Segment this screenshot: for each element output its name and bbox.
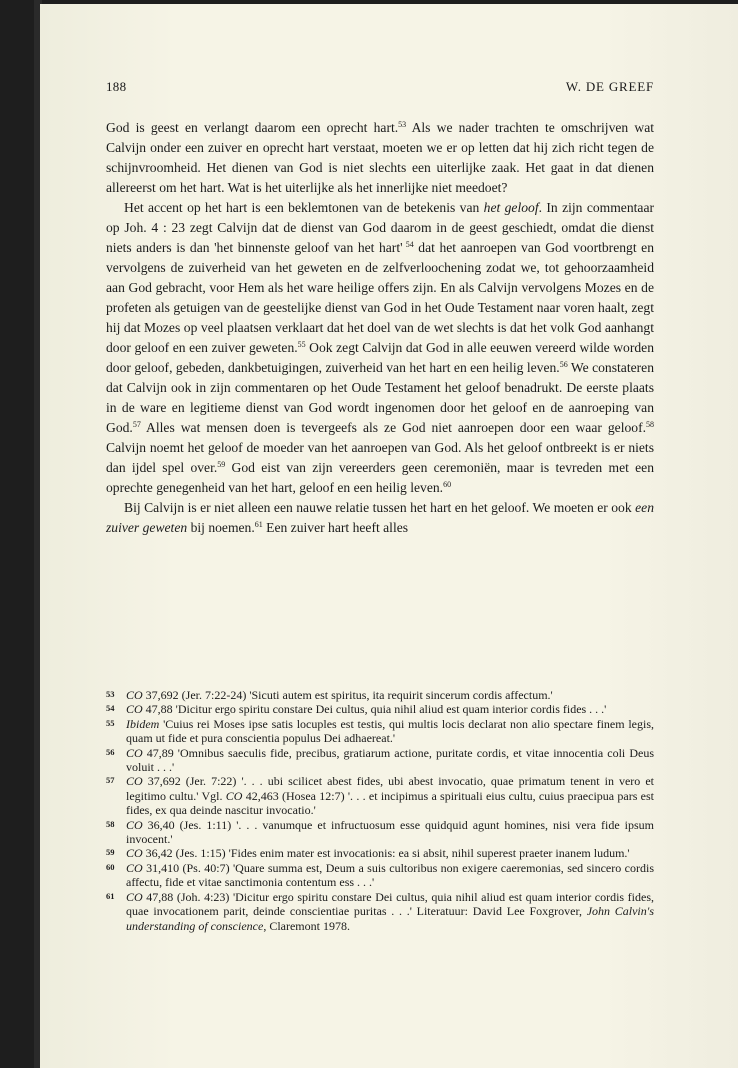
footnote-text (126, 890, 654, 933)
footnote-number: 61 (106, 890, 115, 901)
footnote-ref: 54 (402, 240, 414, 249)
text-run: 47,88 'Dicitur ergo spiritu constare Dei cultus, quia nihil aliud est quam interior cordis fides . . .' (142, 702, 607, 717)
footnote (106, 702, 654, 716)
footnote (106, 746, 654, 775)
footnote-ref: 53 (398, 120, 407, 129)
footnote-text (126, 688, 553, 702)
text-run: 36,42 (Jes. 1:15) 'Fides enim mater est invocationis: ea si absit, nihil superest praeter inanem ludum.' (142, 846, 630, 861)
footnote (106, 688, 654, 702)
text-run: 47,88 (Joh. 4:23) 'Dicitur ergo spiritu constare Dei cultus, quia nihil aliud est quam interior cordis fides, quae invocationem parit, deinde conscientiae puritas . . .' Literatuur: David Lee Foxgrover, (126, 889, 654, 919)
text-run: 31,410 (Ps. 40:7) 'Quare summa est, Deum a suis cultoribus non exigere caeremonias, sed sincero cordis affectu, fide et vitae sanctimonia contentum ess . . .' (126, 860, 654, 890)
text-run: Ook zegt Calvijn dat God in alle eeuwen vereerd wilde worden door geloof, gebeden, dankbetuigingen, zuiverheid van het hart en een heilig leven. (106, 340, 655, 375)
text-run: bij noemen. (187, 520, 255, 535)
text-run: Een zuiver hart heeft alles (262, 520, 409, 535)
text-run: 47,89 'Omnibus saeculis fide, precibus, gratiarum actione, puritate cordis, et vitae innocentia coli Deus voluit . . .' (126, 745, 654, 775)
text-run: 37,692 (Jer. 7:22-24) 'Sicuti autem est spiritus, ita requirit sincerum cordis affectum.' (142, 688, 553, 702)
footnote-ref: 60 (443, 480, 452, 489)
footnote (106, 717, 654, 746)
footnote-text (126, 818, 654, 846)
footnote-text (126, 846, 630, 860)
italic-text: CO (225, 788, 243, 803)
footnote-ref: 59 (217, 460, 226, 469)
text-run: Het accent op het hart is een beklemtonen van de betekenis van (124, 200, 484, 215)
italic-text: Ibidem (126, 716, 160, 731)
italic-text: CO (126, 702, 143, 717)
footnote-ref: 55 (297, 340, 306, 349)
footnote-number: 53 (106, 689, 115, 699)
text-run: Alles wat mensen doen is tevergeefs als ze God niet aanroepen door een waar geloof. (140, 420, 646, 435)
italic-text: John Calvin's understanding of conscience (126, 904, 654, 933)
footnote (106, 774, 654, 817)
body-text (106, 118, 654, 538)
footnote-number: 58 (106, 818, 115, 829)
italic-text: CO (126, 817, 143, 832)
text-run: . In zijn commentaar op Joh. 4 : 23 zegt Calvijn dat de dienst van God daarom in de geest geschiedt, omdat die dienst niets anders is dan 'het binnenste geloof van het hart' (106, 200, 654, 255)
footnote-number: 57 (106, 775, 115, 786)
footnote (106, 890, 654, 933)
italic-text: CO (126, 774, 143, 789)
footnote (106, 846, 654, 860)
footnote-text (126, 717, 654, 745)
italic-text: CO (126, 860, 143, 875)
footnote-number: 60 (106, 861, 115, 872)
italic-text: CO (126, 889, 143, 904)
italic-text: een zuiver geweten (106, 500, 654, 535)
text-run: 36,40 (Jes. 1:11) '. . . vanumque et infructuosum esse quidquid agunt homines, nisi vera fide ipsum invocent.' (126, 817, 654, 847)
footnotes (106, 688, 654, 933)
italic-text: het geloof (483, 200, 539, 215)
italic-text: CO (126, 745, 143, 760)
text-run: God is geest en verlangt daarom een oprecht hart. (106, 120, 399, 135)
text-run: 37,692 (Jer. 7:22) '. . . ubi scilicet abest fides, ubi abest invocatio, quae primatum tenent in vero et legitimo cultu.' Vgl. (126, 774, 654, 803)
footnote-text (126, 702, 606, 716)
text-run: Als we nader trachten te omschrijven wat Calvijn onder een zuiver en oprecht hart verstaat, moeten we er op letten dat hij zich richt tegen de schijnvroomheid. Het dienen van God is niet slechts een uiterlijke zaak. Het gaat in dat dienen allereerst om het hart. Wat is het uiterlijke als het innerlijke niet meedoet? (106, 120, 655, 195)
footnote-number: 55 (106, 717, 115, 728)
footnote-number: 59 (106, 847, 115, 858)
text-run: 'Cuius rei Moses ipse satis locuples est testis, qui multis locis declarat non alio spectare finem legis, quam ut fide et pura conscientia populus Dei adhaereat.' (126, 716, 654, 746)
paragraph (106, 118, 654, 198)
text-run: Calvijn noemt het geloof de moeder van het aanroepen van God. Als het geloof ontbreekt is er niets dan ijdel spel over. (106, 440, 654, 475)
text-run: 42,463 (Hosea 12:7) '. . . et incipimus a spirituali eius cultu, cuius praecipua pars est fides, ex qua deinde nascitur invocatio.' (126, 788, 654, 818)
footnote-number: 56 (106, 746, 115, 757)
text-run: We constateren dat Calvijn ook in zijn commentaren op het Oude Testament het geloof benadrukt. De eerste plaats in de ware en legitieme dienst van God wordt ingenomen door het geloof en de aanroeping van God. (106, 360, 654, 435)
footnote-text (126, 774, 654, 817)
footnote-text (126, 861, 654, 889)
footnote (106, 818, 654, 847)
italic-text: CO (126, 846, 143, 861)
italic-text: CO (126, 688, 143, 702)
footnote (106, 861, 654, 890)
footnote-ref: 57 (132, 420, 141, 429)
text-run: Bij Calvijn is er niet alleen een nauwe relatie tussen het hart en het geloof. We moeten er ook (124, 500, 636, 515)
text-run: dat het aanroepen van God voortbrengt en vervolgens de zuiverheid van het geweten en de zelfverloochening zodat we, tot gehoorzaamheid aan God gebracht, voor Hem als het ware heilige offers zijn. En als Calvijn vervolgens Mozes en de profeten als getuigen van de geestelijke dienst van God in het Oude Testament naar voren haalt, zegt hij dat Mozes op veel plaatsen verklaart dat het doel van de wet slechts is dat het volk God aanhangt door geloof en een zuiver geweten. (106, 240, 655, 355)
text-run: , Claremont 1978. (263, 918, 350, 933)
footnote-ref: 61 (254, 520, 263, 529)
paragraph (106, 198, 654, 498)
running-author: W. DE GREEF (565, 79, 654, 94)
footnote-text (126, 746, 654, 774)
footnote-ref: 58 (646, 420, 654, 429)
page-number: 188 (106, 79, 127, 94)
footnote-number: 54 (106, 703, 115, 714)
footnote-ref: 56 (559, 360, 568, 369)
text-run: God eist van zijn vereerders geen ceremoniën, maar is tevreden met een oprechte genegenheid van het hart, geloof en een heilig leven. (106, 460, 654, 495)
paragraph (106, 498, 654, 538)
